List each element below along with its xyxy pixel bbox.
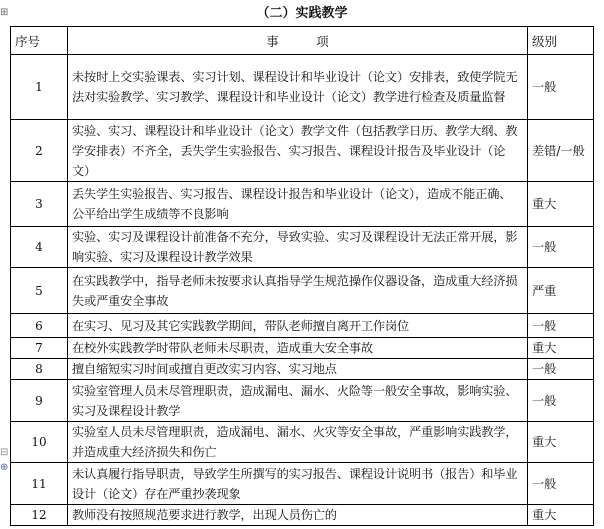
row-level: 一般: [528, 55, 594, 120]
table-move-handle-icon[interactable]: ⊞: [0, 7, 9, 18]
row-level: 一般: [528, 314, 594, 338]
table-row: [11, 338, 594, 359]
table-row: [11, 463, 594, 505]
row-item: 在实习、见习及其它实践教学期间，带队老师擅自离开工作岗位: [68, 314, 528, 338]
row-number: 2: [11, 120, 68, 182]
row-number: 11: [11, 463, 68, 505]
header-no: 序号: [11, 27, 68, 55]
header-item: 事 项: [68, 27, 528, 55]
table-header-row: [11, 27, 594, 55]
row-number: 6: [11, 314, 68, 338]
table-row: [11, 359, 594, 380]
row-number: 7: [11, 338, 68, 359]
row-level: 重大: [528, 422, 594, 463]
row-level: 一般: [528, 463, 594, 505]
header-level: 级别: [528, 27, 594, 55]
row-level: 一般: [528, 227, 594, 268]
table-row: [11, 380, 594, 422]
insert-row-icon[interactable]: ⊕: [0, 462, 9, 473]
row-number: 3: [11, 182, 68, 227]
row-item: 擅自缩短实习时间或擅自更改实习内容、实习地点: [68, 359, 528, 380]
section-title: （二）实践教学: [256, 6, 348, 21]
row-item: 在校外实践教学时带队老师未尽职责，造成重大安全事故: [68, 338, 528, 359]
row-item: 教师没有按照规范要求进行教学，出现人员伤亡的: [68, 505, 528, 526]
row-item: 实验、实习及课程设计前准备不充分，导致实验、实习及课程设计无法正常开展，影响实验、实习及课程设计教学效果: [68, 227, 528, 268]
row-item: 在实践教学中，指导老师未按要求认真指导学生规范操作仪器设备，造成重大经济损失或严重安全事故: [68, 268, 528, 314]
row-level: 一般: [528, 380, 594, 422]
row-number: 10: [11, 422, 68, 463]
row-number: 9: [11, 380, 68, 422]
row-number: 8: [11, 359, 68, 380]
table-row: [11, 268, 594, 314]
table-row: [11, 505, 594, 526]
row-level: 重大: [528, 182, 594, 227]
row-item: 未认真履行指导职责，导致学生所撰写的实习报告、课程设计说明书（报告）和毕业设计（论文）存在严重抄袭现象: [68, 463, 528, 505]
row-item: 实验室管理人员未尽管理职责，造成漏电、漏水、火险等一般安全事故，影响实验、实习及课程设计教学: [68, 380, 528, 422]
table-row: [11, 182, 594, 227]
practice-teaching-table: [10, 26, 594, 526]
row-level: 差错/一般: [528, 120, 594, 182]
row-number: 12: [11, 505, 68, 526]
table-row: [11, 55, 594, 120]
row-item: 丢失学生实验报告、实习报告、课程设计报告和毕业设计（论文），造成不能正确、公平给出学生成绩等不良影响: [68, 182, 528, 227]
table-row: [11, 120, 594, 182]
row-number: 1: [11, 55, 68, 120]
table-row: [11, 422, 594, 463]
row-level: 一般: [528, 359, 594, 380]
row-item: 未按时上交实验课表、实习计划、课程设计和毕业设计（论文）安排表，致使学院无法对实验教学、实习教学、课程设计和毕业设计（论文）教学进行检查及质量监督: [68, 55, 528, 120]
table-row: [11, 227, 594, 268]
row-level: 重大: [528, 338, 594, 359]
row-resize-handle-icon[interactable]: ⊟: [0, 447, 9, 458]
row-number: 4: [11, 227, 68, 268]
row-level: 严重: [528, 268, 594, 314]
row-item: 实验室人员未尽管理职责，造成漏电、漏水、火灾等安全事故，严重影响实践教学，并造成重大经济损失和伤亡: [68, 422, 528, 463]
row-item: 实验、实习、课程设计和毕业设计（论文）教学文件（包括教学日历、教学大纲、教学安排表）不齐全，丢失学生实验报告、实习报告、课程设计报告及毕业设计（论文）: [68, 120, 528, 182]
row-number: 5: [11, 268, 68, 314]
table-row: [11, 314, 594, 338]
row-level: 重大: [528, 505, 594, 526]
